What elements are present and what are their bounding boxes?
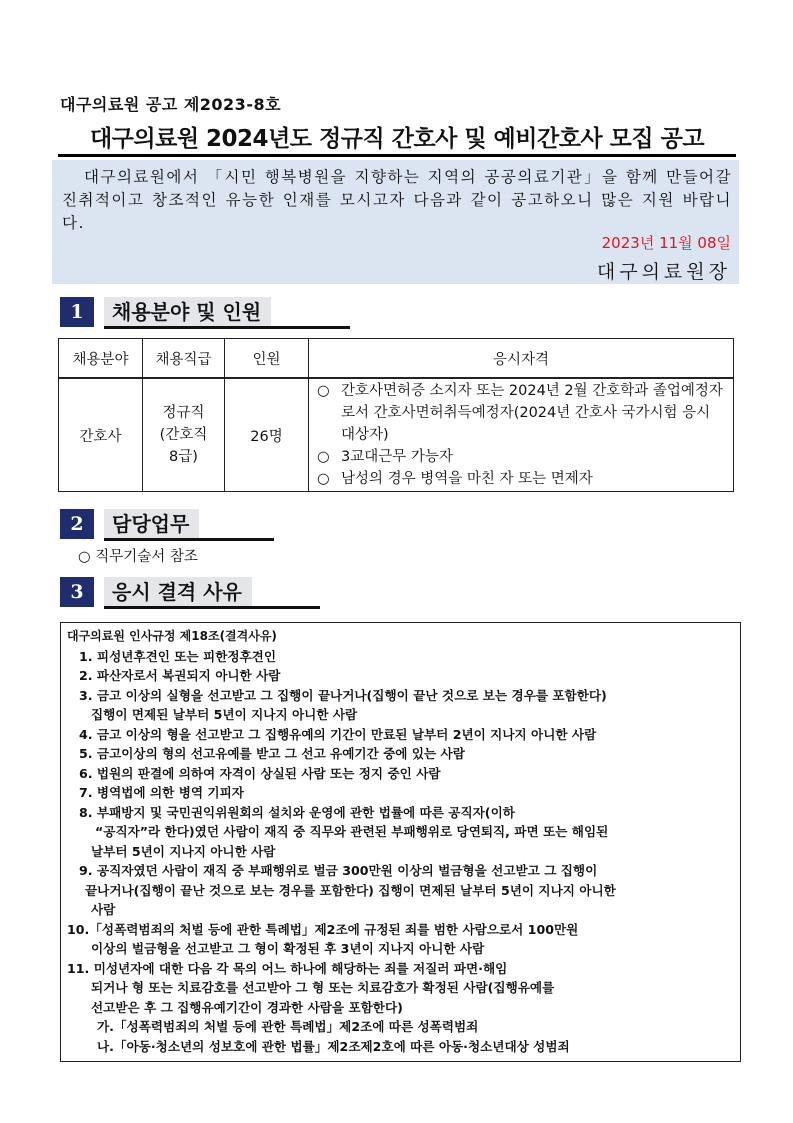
section-2-header xyxy=(60,509,360,539)
list-item: 6. 법원의 판결에 의하여 자격이 상실된 사람 또는 정지 중인 사람 xyxy=(79,765,441,781)
list-item: 3. 금고 이상의 실형을 선고받고 그 집행이 끝나거나(집행이 끝난 것으로 보는 경우를 포함한다) xyxy=(79,687,607,703)
list-item: 2. 파산자로서 복권되지 아니한 사람 xyxy=(79,668,281,683)
section-1-header xyxy=(60,297,360,327)
list-item: 1. 피성년후견인 또는 피한정후견인 xyxy=(79,648,277,664)
sub-list-item: 가.「성폭력범죄의 처벌 등에 관한 특례법」제2조에 따른 성폭력범죄 xyxy=(97,1019,479,1034)
list-item: 4. 금고 이상의 형을 선고받고 그 집행유예의 기간이 만료된 날부터 2년이 지나지 아니한 사람 xyxy=(79,726,597,742)
list-item-continuation: 되거나 형 또는 치료감호를 선고받아 그 형 또는 치료감호가 확정된 사람(집행유예를 xyxy=(91,980,555,995)
header-qualification: 응시자격 xyxy=(309,339,734,379)
intro-text: 대구의료원에서 「시민 행복병원을 지향하는 지역의 공공의료기관」을 함께 만들어갈 진취적이고 창조적인 유능한 인재를 모시고자 다음과 같이 공고하오니 많은 지원 바랍니다. xyxy=(62,168,732,232)
section-title: 채용분야 및 인원 xyxy=(104,297,271,327)
section-number: 1 xyxy=(60,297,94,327)
table-row xyxy=(59,378,734,492)
circle-bullet-icon: ○ xyxy=(317,471,330,487)
qualification-item xyxy=(315,380,727,446)
header-grade: 채용직급 xyxy=(143,339,225,379)
list-item-continuation: “공직자”라 한다)였던 사람이 재직 중 직무와 관련된 부패행위로 당연퇴직, 파면 또는 해임된 xyxy=(95,824,609,839)
list-item: 7. 병역법에 의한 병역 기피자 xyxy=(79,785,244,800)
duty-text: ○ 직무기술서 참조 xyxy=(78,549,198,565)
intro-box xyxy=(52,160,739,284)
cell-field: 간호사 xyxy=(59,378,143,492)
qualification-item xyxy=(315,446,727,468)
list-item-continuation: 선고받은 후 그 집행유예기간이 경과한 사람을 포함한다) xyxy=(91,999,403,1015)
notice-number: 대구의료원 공고 제2023-8호 xyxy=(60,95,282,114)
section-title: 응시 결격 사유 xyxy=(104,577,252,607)
disqualification-box xyxy=(60,622,741,1062)
list-item-continuation: 이상의 벌금형을 선고받고 그 형이 확정된 후 3년이 지나지 아니한 사람 xyxy=(91,941,485,956)
grade-line: (간호직 xyxy=(159,427,208,443)
circle-bullet-icon: ○ xyxy=(317,383,330,399)
list-item: 9. 공직자였던 사람이 재직 중 부패행위로 벌금 300만원 이상의 벌금형을 선고받고 그 집행이 xyxy=(79,863,598,878)
list-item-continuation: 집행이 면제된 날부터 5년이 지나지 아니한 사람 xyxy=(91,707,358,722)
list-item-continuation: 사람 xyxy=(91,902,116,917)
header-count: 인원 xyxy=(225,339,309,379)
list-item: 11. 미성년자에 대한 다음 각 목의 어느 하나에 해당하는 죄를 저질러 파면·해임 xyxy=(67,960,508,976)
page-title: 대구의료원 2024년도 정규직 간호사 및 예비간호사 모집 공고 xyxy=(89,126,705,152)
section-number: 3 xyxy=(60,577,94,607)
cell-qualification xyxy=(309,378,734,492)
grade-line: 8급) xyxy=(169,449,198,465)
table-header-row xyxy=(59,339,734,379)
qualification-item xyxy=(315,468,727,490)
section-underline xyxy=(104,326,350,329)
list-item: 5. 금고이상의 형의 선고유예를 받고 그 선고 유예기간 중에 있는 사람 xyxy=(79,746,465,761)
section-3-header xyxy=(60,577,360,607)
section-underline xyxy=(104,538,274,541)
list-item-continuation: 날부터 5년이 지나지 아니한 사람 xyxy=(91,843,276,859)
circle-bullet-icon: ○ xyxy=(317,449,330,465)
qualification-text: 남성의 경우 병역을 마친 자 또는 면제자 xyxy=(341,471,593,487)
disqualification-heading: 대구의료원 인사규정 제18조(결격사유) xyxy=(67,629,277,643)
recruit-table xyxy=(58,338,734,492)
list-item: 8. 부패방지 및 국민권익위원회의 설치와 운영에 관한 법률에 따른 공직자(이하 xyxy=(79,804,515,820)
notice-date: 2023년 11월 08일 xyxy=(601,234,731,252)
qualification-text: 간호사면허증 소지자 또는 2024년 2월 간호학과 졸업예정자로서 간호사면허취득예정자(2024년 간호사 국가시험 응시 대상자) xyxy=(341,383,723,443)
issuer-name: 대구의료원장 xyxy=(596,261,731,283)
cell-grade xyxy=(143,378,225,492)
header-field: 채용분야 xyxy=(59,339,143,379)
section-underline xyxy=(104,606,320,609)
section-title: 담당업무 xyxy=(104,509,199,539)
title-divider xyxy=(58,154,736,157)
list-item-continuation: 끝나거나(집행이 끝난 것으로 보는 경우를 포함한다) 집행이 면제된 날부터 5년이 지나지 아니한 xyxy=(85,882,616,898)
cell-count: 26명 xyxy=(225,378,309,492)
section-number: 2 xyxy=(60,509,94,539)
sub-list-item: 나.「아동·청소년의 성보호에 관한 법률」제2조제2호에 따른 아동·청소년대상 성범죄 xyxy=(97,1038,570,1054)
list-item: 10.「성폭력범죄의 처벌 등에 관한 특례법」제2조에 규정된 죄를 범한 사람으로서 100만원 xyxy=(67,921,579,937)
qualification-text: 3교대근무 가능자 xyxy=(341,449,453,465)
grade-line: 정규직 xyxy=(162,405,205,421)
